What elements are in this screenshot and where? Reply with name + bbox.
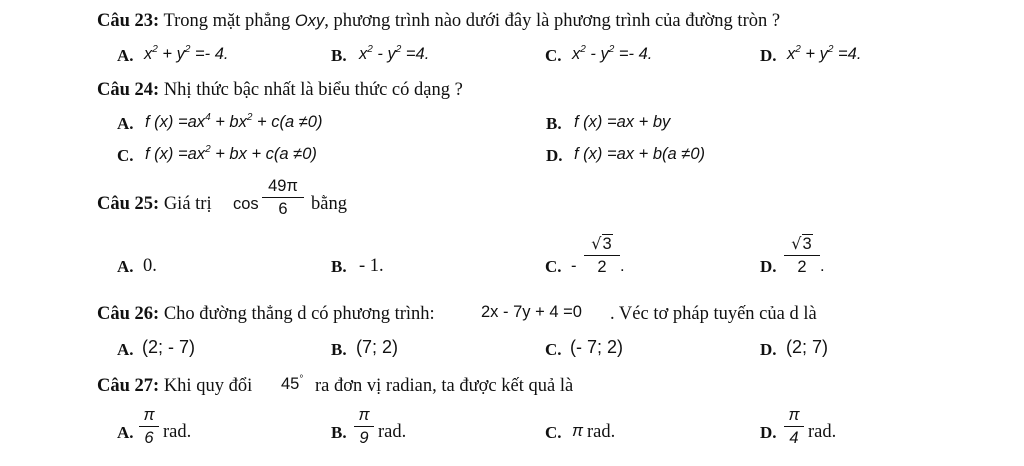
question-24-label: Câu 24: (97, 80, 160, 100)
question-25-fraction (262, 178, 304, 217)
question-25-fraction-denominator: 6 (278, 199, 288, 218)
q26-option-b-expr: (7; 2) (356, 337, 399, 357)
question-23 (97, 12, 780, 31)
question-25-text-before: Giá trị (163, 194, 212, 214)
q26-option-c-label: C. (545, 340, 562, 359)
q24-option-c-label: C. (117, 146, 134, 165)
q25-option-d-denominator: 2 (797, 257, 807, 276)
q24-option-d-expr: f (x) =ax + b(a ≠0) (574, 145, 706, 163)
q27-option-b-denominator: 9 (359, 428, 369, 447)
q23-option-b-label: B. (331, 46, 347, 65)
question-26-label: Câu 26: (97, 304, 160, 324)
question-25-label: Câu 25: (97, 194, 160, 214)
q26-option-d-label: D. (760, 340, 777, 359)
q27-option-c-label: C. (545, 423, 562, 442)
q25-option-d-period: . (820, 257, 825, 275)
q25-option-d-numerator: √3 (791, 234, 812, 253)
q27-option-b-fraction (354, 407, 374, 446)
q23-option-b-expr: $x^2 - y^2 =4$. (359, 44, 430, 63)
question-23-label: Câu 23: (97, 11, 160, 31)
question-23-oxy: Oxy (294, 12, 325, 30)
q27-option-a-label: A. (117, 423, 134, 442)
q25-option-b-expr: - 1. (359, 256, 384, 276)
q25-option-d-label: D. (760, 257, 777, 276)
question-27-angle: 45° (281, 374, 304, 393)
q25-option-a-label: A. (117, 257, 134, 276)
q27-option-c-pi: π (572, 422, 584, 440)
q23-option-a-label: A. (117, 46, 134, 65)
q25-option-b-label: B. (331, 257, 347, 276)
q27-option-a-fraction (139, 407, 159, 446)
q24-option-d-label: D. (546, 146, 563, 165)
question-23-text-after: , phương trình nào dưới đây là phương trình của đường tròn ? (324, 11, 781, 31)
q24-option-b-expr: f (x) =ax + by (574, 113, 671, 131)
q25-option-c-fraction (584, 236, 620, 275)
q24-option-a-expr: f $(x) =ax^4 + bx^2 + c(a \ne 0)$ (145, 112, 323, 131)
q26-option-a-label: A. (117, 340, 134, 359)
q25-option-a-expr: 0. (143, 256, 157, 276)
q27-option-a-denominator: 6 (144, 428, 154, 447)
question-24 (97, 81, 463, 100)
q25-option-c-sign: - (571, 257, 577, 275)
q25-option-c-label: C. (545, 257, 562, 276)
q23-option-c-label: C. (545, 46, 562, 65)
q27-option-b-unit: rad. (378, 422, 407, 442)
question-26-text-after: . Véc tơ pháp tuyến của d là (610, 304, 817, 324)
q26-option-a-expr: (2; - 7) (142, 337, 196, 357)
q23-option-c-expr: $x^2 - y^2 =- 4$. (572, 44, 653, 63)
q26-option-c-expr: (- 7; 2) (570, 337, 624, 357)
q25-option-c-denominator: 2 (597, 257, 607, 276)
question-25-fraction-numerator: 49π (268, 177, 298, 195)
question-27-label: Câu 27: (97, 376, 160, 396)
question-27-text-before: Khi quy đổi (163, 376, 253, 396)
q26-option-d-expr: (2; 7) (786, 337, 829, 357)
question-26-lead (97, 305, 435, 324)
question-26-equation: 2x - 7y + 4 =0 (481, 303, 582, 321)
q27-option-b-numerator: π (358, 406, 370, 424)
question-24-text: Nhị thức bậc nhất là biểu thức có dạng ? (163, 80, 463, 100)
q27-option-d-denominator: 4 (789, 428, 799, 447)
question-23-text-before: Trong mặt phẳng (163, 11, 291, 31)
q27-option-a-numerator: π (143, 406, 155, 424)
q27-option-d-numerator: π (788, 406, 800, 424)
q27-option-d-unit: rad. (808, 422, 837, 442)
q23-option-d-expr: $x^2 + y^2 =4$. (787, 44, 862, 63)
q27-option-b-label: B. (331, 423, 347, 442)
q27-option-a-unit: rad. (163, 422, 192, 442)
q27-option-d-label: D. (760, 423, 777, 442)
q26-option-b-label: B. (331, 340, 347, 359)
question-25-cos: cos (233, 195, 259, 213)
q25-option-c-period: . (620, 257, 625, 275)
q27-option-d-fraction (784, 407, 804, 446)
q23-option-a-expr: $x^2 + y^2 =- 4$. (144, 44, 229, 63)
question-27-text-after: ra đơn vị radian, ta được kết quả là (315, 376, 574, 396)
q24-option-b-label: B. (546, 114, 562, 133)
q23-option-d-label: D. (760, 46, 777, 65)
q27-option-c-unit: rad. (587, 422, 616, 442)
question-25-text-after: bằng (311, 194, 347, 214)
q25-option-c-numerator: √3 (591, 234, 612, 253)
question-25-lead (97, 195, 212, 214)
q24-option-a-label: A. (117, 114, 134, 133)
q25-option-d-fraction (784, 236, 820, 275)
question-26-text-before: Cho đường thẳng d có phương trình: (163, 304, 435, 324)
q24-option-c-expr: f $(x) =ax^2$ + bx + c(a ≠0) (145, 144, 317, 163)
question-27-lead (97, 377, 252, 396)
